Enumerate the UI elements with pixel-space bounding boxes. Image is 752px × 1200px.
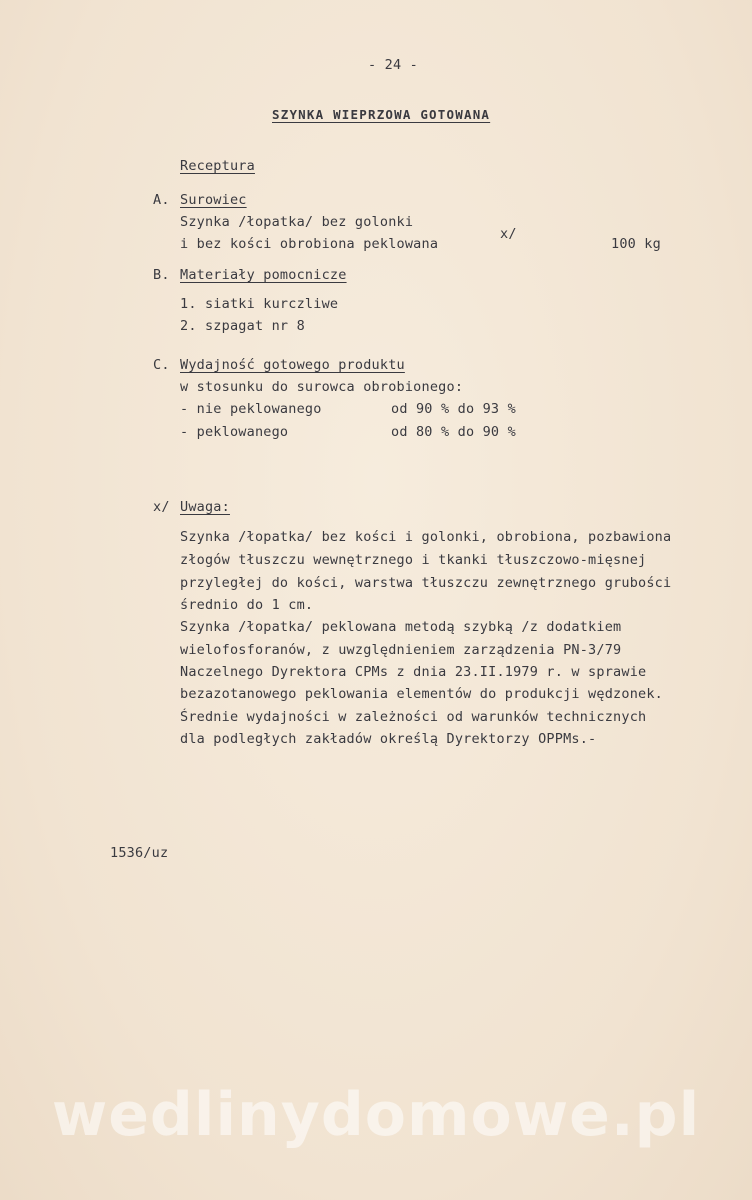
yield-row-name: - nie peklowanego (180, 401, 322, 417)
section-a-label: A. (153, 192, 170, 208)
section-a-amount: 100 kg (611, 236, 661, 252)
document-title: SZYNKA WIEPRZOWA GOTOWANA (272, 107, 491, 122)
note-line: złogów tłuszczu wewnętrznego i tkanki tłuszczowo-mięsnej (180, 552, 647, 568)
footer-code: 1536/uz (110, 845, 169, 861)
note-line: Naczelnego Dyrektora CPMs z dnia 23.II.1979 r. w sprawie (180, 664, 647, 680)
section-a-line-1: Szynka /łopatka/ bez golonki (180, 214, 414, 230)
note-line: przyległej do kości, warstwa tłuszczu zewnętrznego grubości (180, 575, 672, 591)
note-line: wielofosforanów, z uwzględnieniem zarządzenia PN-3/79 (180, 642, 622, 658)
note-heading: Uwaga: (180, 499, 230, 515)
note-line: Szynka /łopatka/ bez kości i golonki, obrobiona, pozbawiona (180, 529, 672, 545)
yield-row-name: - peklowanego (180, 424, 289, 440)
section-a-mark: x/ (500, 226, 517, 242)
section-b-item: 1. siatki kurczliwe (180, 296, 339, 312)
section-b-item: 2. szpagat nr 8 (180, 318, 305, 334)
receptura-heading: Receptura (180, 158, 255, 174)
section-a-heading: Surowiec (180, 192, 247, 208)
note-line: bezazotanowego peklowania elementów do produkcji wędzonek. (180, 686, 664, 702)
note-line: Średnie wydajności w zależności od warunków technicznych (180, 709, 647, 725)
note-line: średnio do 1 cm. (180, 597, 314, 613)
section-c-intro: w stosunku do surowca obrobionego: (180, 379, 464, 395)
section-b-heading: Materiały pomocnicze (180, 267, 347, 283)
section-a-line-2: i bez kości obrobiona peklowana (180, 236, 439, 252)
section-c-heading: Wydajność gotowego produktu (180, 357, 405, 373)
watermark: wedlinydomowe.pl (51, 1080, 701, 1150)
section-c-label: C. (153, 357, 170, 373)
page-number: - 24 - (368, 57, 418, 73)
note-mark: x/ (153, 499, 170, 515)
note-line: Szynka /łopatka/ peklowana metodą szybką /z dodatkiem (180, 619, 622, 635)
yield-row-range: od 80 % do 90 % (391, 424, 516, 440)
yield-row-range: od 90 % do 93 % (391, 401, 516, 417)
note-line: dla podległych zakładów określą Dyrektorzy OPPMs.- (180, 731, 597, 747)
section-b-label: B. (153, 267, 170, 283)
